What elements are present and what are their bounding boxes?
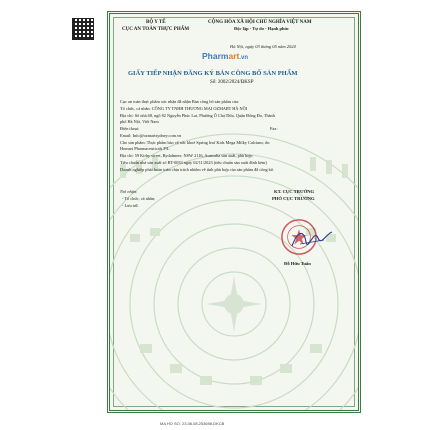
- manufacturer-line: Địa chỉ: 59 Kirby street, Rydalmere, NSW 2116, Australia sản xuất, phù hợp:: [120, 153, 253, 158]
- signatory-name: Đỗ Hữu Tuấn: [284, 261, 311, 266]
- date-line: Hà Nội, ngày 03 tháng 05 năm 2024: [230, 44, 296, 49]
- email-line: Email: Info@ozmartsydney.com.vn: [120, 133, 182, 138]
- recipients-label: Nơi nhận:: [120, 189, 138, 194]
- signature: [288, 224, 336, 254]
- product-line-1: Cho sản phẩm: Thực phẩm bảo vệ sức khoẻ Spring leaf Kids Mega Milky Calcium; do:: [120, 140, 271, 145]
- address-line-1: Địa chỉ: Số nhà 68, ngõ 82 Nguyễn Phúc Lai, Phường Ô Chợ Dừa, Quận Đống Đa, Thành: [120, 113, 275, 118]
- commitment-line: Doanh nghiệp phải hoàn toàn chịu trách nhiệm về tính phù hợp của sản phẩm đã công bố.: [120, 167, 275, 172]
- department-name: CỤC AN TOÀN THỰC PHẨM: [122, 27, 190, 32]
- standard-line: Tiêu chuẩn nhà sản xuất số BT-0033 ngày 02/11/2023 (tiêu chuẩn sản xuất đính kèm): [120, 160, 267, 165]
- phone-line: Điện thoại:: [120, 126, 140, 131]
- country-heading: CỘNG HÒA XÃ HỘI CHỦ NGHĨA VIỆT NAM: [208, 20, 312, 25]
- recipient-item-2: - Lưu trữ.: [122, 203, 139, 208]
- recipient-item-1: - Tổ chức, cá nhân;: [122, 196, 156, 201]
- record-number: MA HO SO: 23.06.08.253698.DKCB: [160, 421, 225, 426]
- organization-line: Tổ chức, cá nhân: CÔNG TY TNHH THƯƠNG MẠI OZMART HÀ NỘI: [120, 106, 248, 111]
- pharmart-logo: Pharmart.vn: [202, 51, 249, 61]
- fax-line: Fax:: [270, 126, 278, 131]
- signatory-title-2: PHÓ CỤC TRƯỞNG: [272, 196, 315, 201]
- certificate-frame: [107, 11, 361, 413]
- document-number: Số: 2002/2024/ĐKSP: [210, 80, 254, 85]
- country-motto: Độc lập - Tự do - Hạnh phúc: [234, 26, 290, 31]
- ministry-name: BỘ Y TẾ: [146, 20, 166, 25]
- address-line-2: phố Hà Nội, Việt Nam: [120, 119, 159, 124]
- intro-line: Cục an toàn thực phẩm xác nhận đã nhận Bản công bố sản phẩm của:: [120, 99, 240, 104]
- product-line-2: Homart Pharmaceuticals P/L: [120, 146, 170, 151]
- signatory-title-1: KT. CỤC TRƯỞNG: [274, 189, 315, 194]
- document-title: GIẤY TIẾP NHẬN ĐĂNG KÝ BẢN CÔNG BỐ SẢN PHẨM: [128, 70, 298, 77]
- qr-code: [72, 18, 94, 40]
